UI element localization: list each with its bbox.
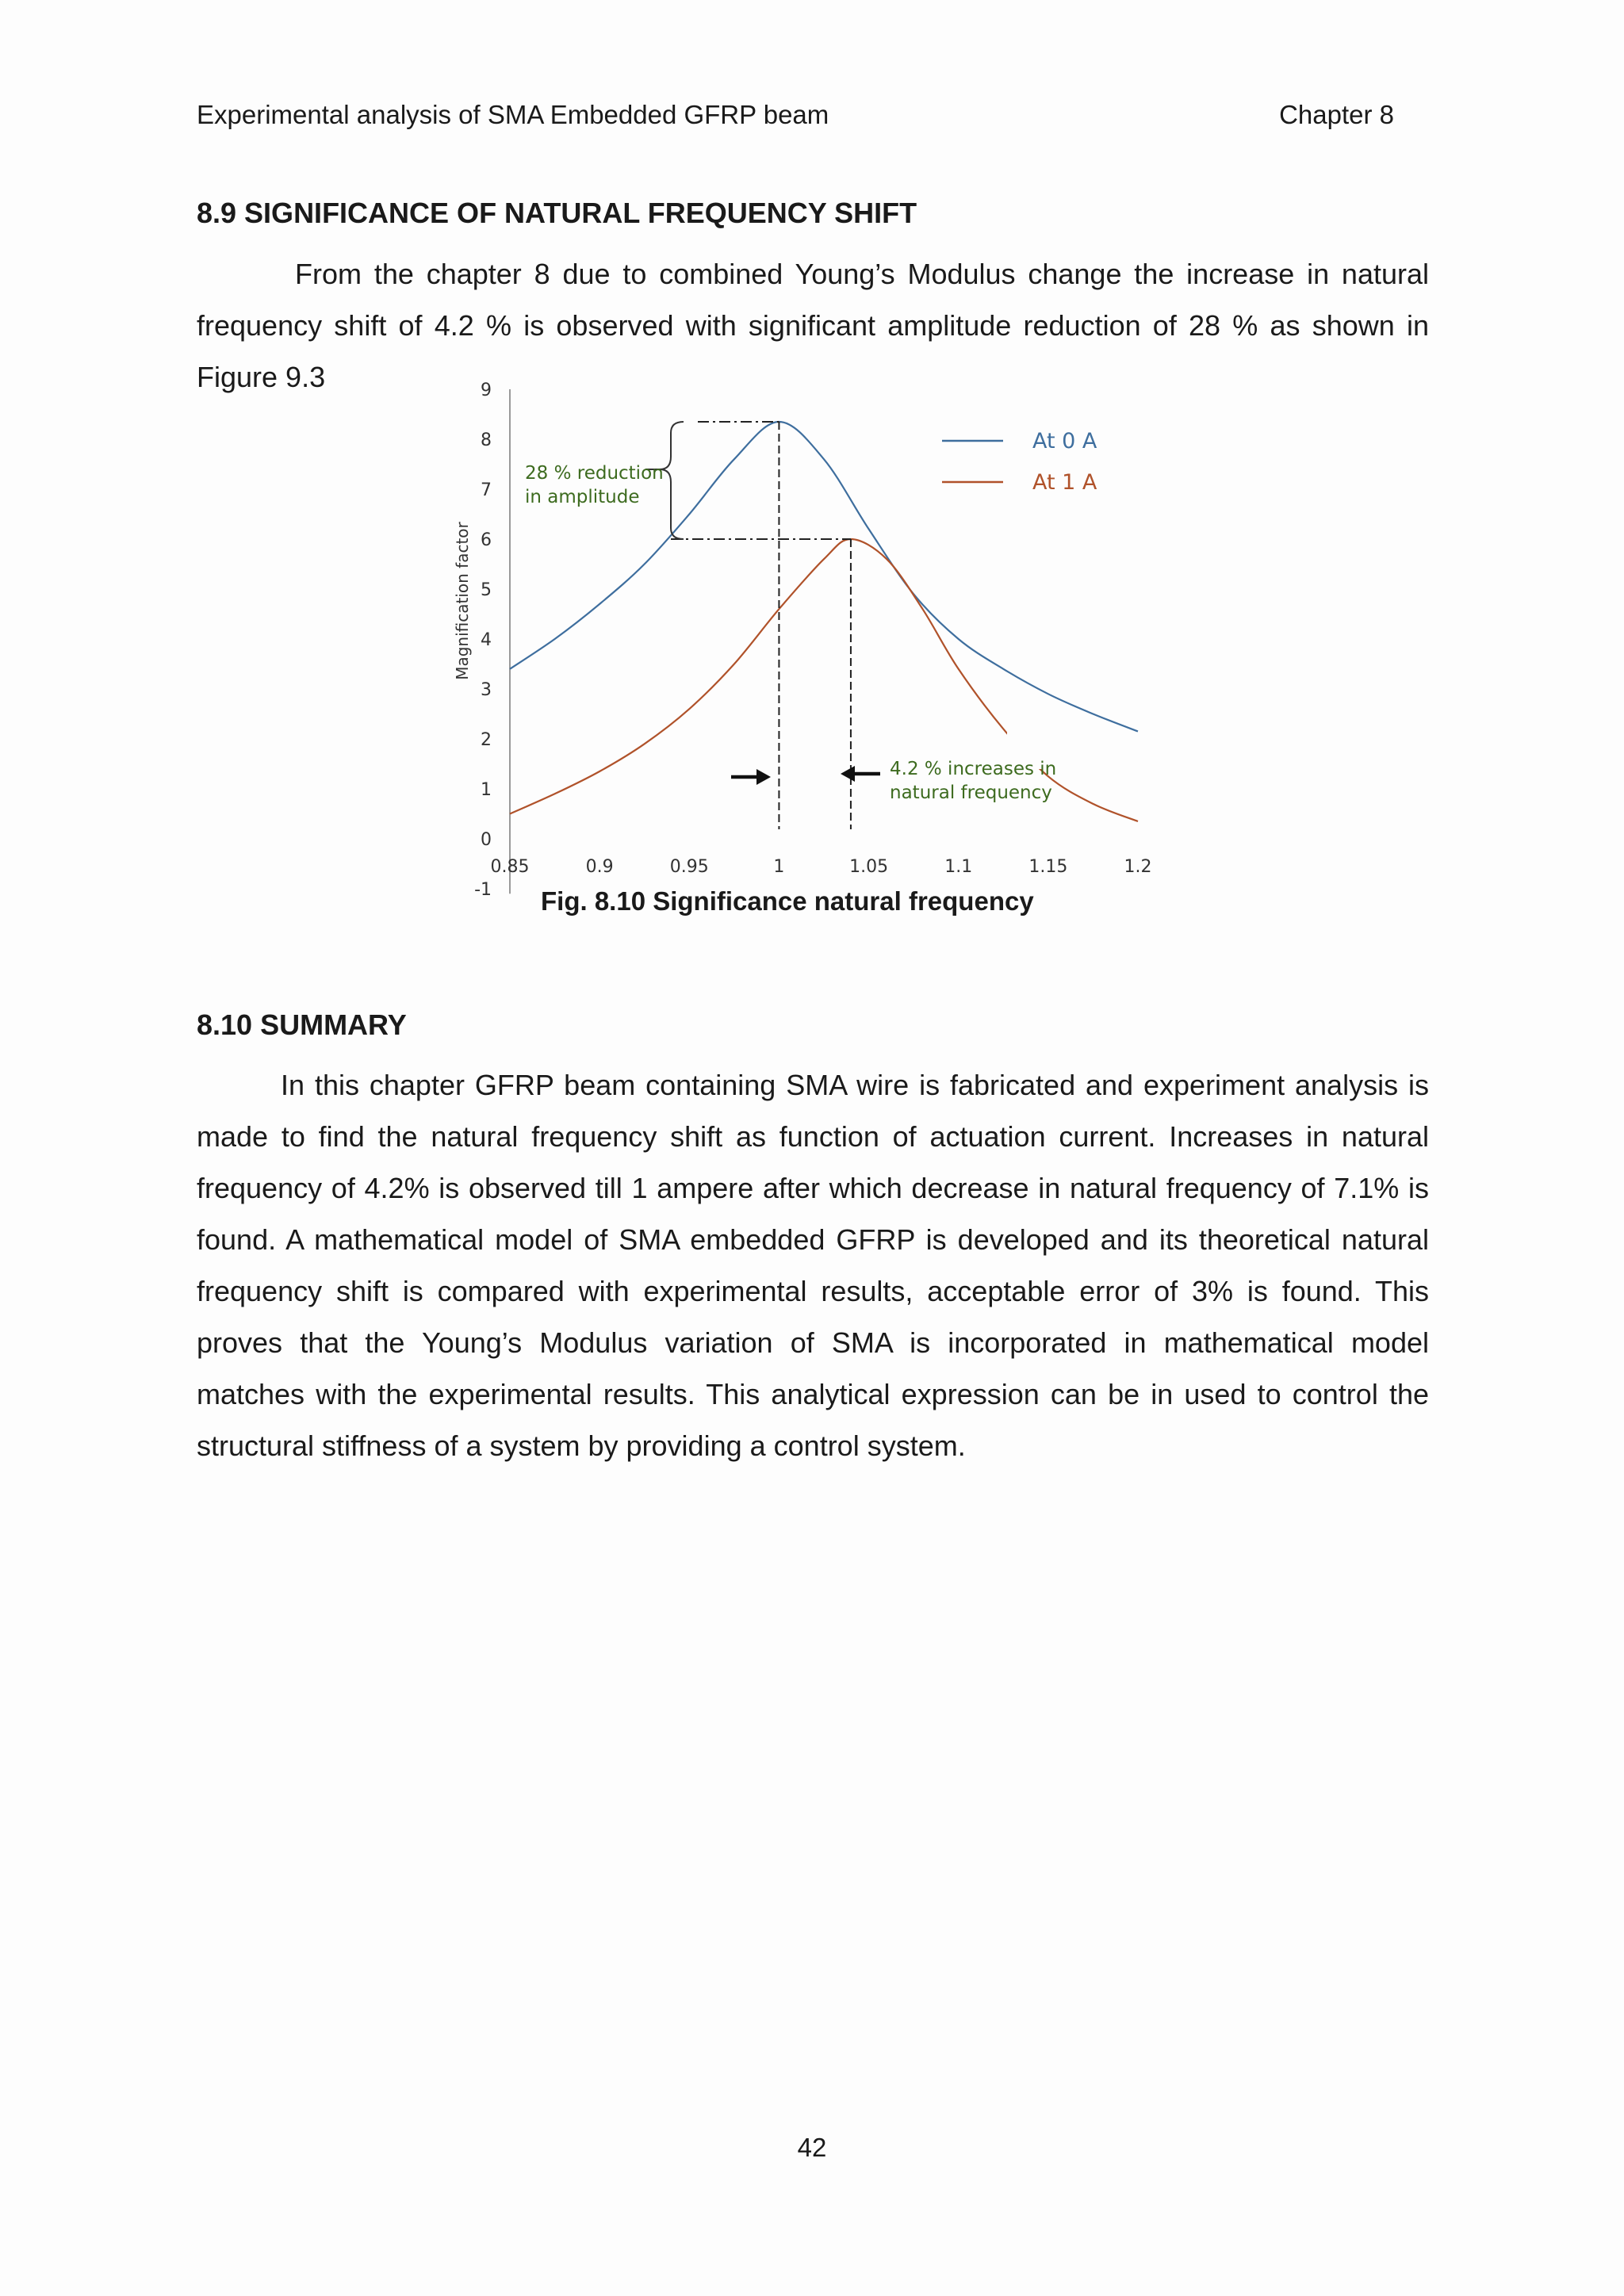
summary-paragraph: In this chapter GFRP beam containing SMA wire is fabricated and experiment analysis is made to find the natural frequency shift as function of actuation current. Increases in natural frequency of 4.2% is observed till 1 ampere after which decrease in natural frequency of 7.1% is found. A mathematical model of SMA embedded GFRP is developed and its theoretical natural frequency shift is compared with experimental results, acceptable error of 3% is found. This proves that the Young’s Modulus variation of SMA is incorporated in mathematical model matches with the experimental results. This analytical expression can be in used to control the structural stiffness of a system by providing a control system. (197, 1069, 1429, 1462)
section-heading-significance: 8.9 SIGNIFICANCE OF NATURAL FREQUENCY SHIFT (197, 197, 917, 229)
frequency-annotation-line: 4.2 % increases in (890, 759, 1057, 779)
amplitude-annotation-line: in amplitude (525, 487, 640, 507)
section-heading-summary: 8.10 SUMMARY (197, 1008, 407, 1041)
page-number: 42 (797, 2133, 827, 2162)
y-tick-label: 4 (481, 630, 492, 650)
x-tick-label: 0.9 (585, 857, 614, 877)
y-tick-label: 6 (481, 530, 492, 550)
y-tick-label: 7 (481, 480, 492, 500)
x-tick-label: 1 (773, 857, 785, 877)
y-tick-label: 2 (481, 730, 492, 750)
x-tick-label: 0.85 (490, 857, 530, 877)
header-chapter: Chapter 8 (1279, 100, 1394, 129)
legend-label-0: At 0 A (1032, 429, 1097, 453)
x-tick-label: 1.2 (1124, 857, 1152, 877)
y-tick-label: 5 (481, 580, 492, 600)
figure-caption: Fig. 8.10 Significance natural frequency (541, 886, 1034, 916)
x-tick-label: 1.1 (944, 857, 973, 877)
amplitude-annotation-line: 28 % reduction (525, 463, 664, 484)
frequency-annotation-line: natural frequency (890, 783, 1052, 803)
y-tick-label: 9 (481, 381, 492, 400)
legend-label-1: At 1 A (1032, 470, 1097, 495)
section-paragraph-significance: From the chapter 8 due to combined Young’s Modulus change the increase in natural frequency shift of 4.2 % is observed with significant amplitude reduction of 28 % as shown in Figure 9.3 (197, 258, 1429, 393)
y-tick-label: 3 (481, 680, 492, 700)
x-tick-label: 1.15 (1028, 857, 1068, 877)
x-tick-label: 0.95 (669, 857, 709, 877)
y-axis-label: Magnification factor (453, 522, 472, 680)
shift-arrow-left-head (756, 769, 771, 785)
x-tick-label: 1.05 (849, 857, 889, 877)
y-tick-label: 8 (481, 430, 492, 450)
header-title: Experimental analysis of SMA Embedded GFRP beam (197, 100, 829, 129)
y-tick-label: 0 (481, 830, 492, 850)
shift-arrow-right-head (841, 766, 855, 782)
y-tick-label: -1 (474, 880, 492, 900)
y-tick-label: 1 (481, 780, 492, 800)
